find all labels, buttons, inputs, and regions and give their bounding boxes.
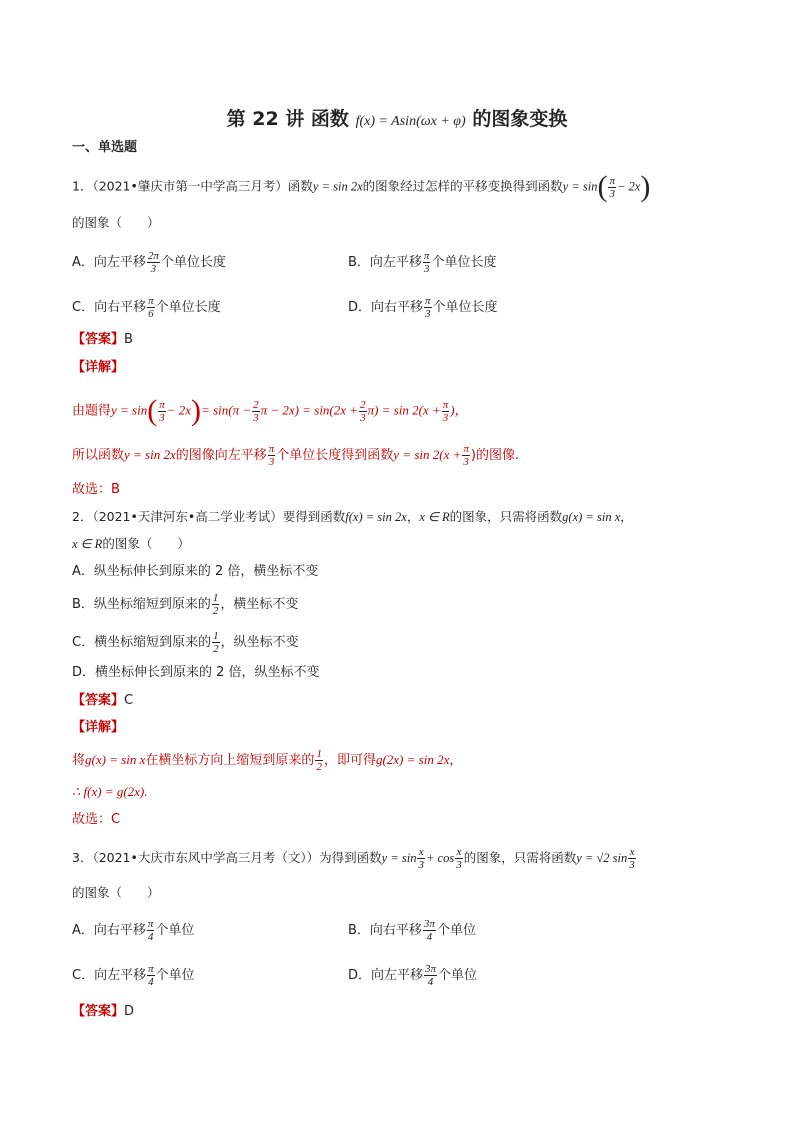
q1-sol2-den: 3 bbox=[268, 456, 275, 468]
q2-solution-line2: ∴ f(x) = g(2x). bbox=[72, 784, 148, 799]
q3-stem bbox=[72, 846, 637, 871]
q3-option-c[interactable] bbox=[72, 963, 195, 988]
q3-option-d-den: 4 bbox=[427, 976, 434, 988]
q1-option-b-num: π bbox=[423, 250, 430, 262]
q1-answer-value: B bbox=[124, 332, 133, 347]
q1-option-d-num: π bbox=[425, 295, 431, 307]
q1-option-b-post: 个单位长度 bbox=[431, 255, 497, 270]
q1-sol1-math-b: = sin(π − bbox=[201, 402, 252, 418]
q2-stem-line2 bbox=[72, 534, 190, 554]
q3-stem-b: 的图象，只需将函数 bbox=[463, 850, 577, 865]
q1-option-d-post: 个单位长度 bbox=[432, 300, 498, 315]
q1-sol2-g-frac bbox=[462, 443, 470, 468]
q1-paren-open: ( bbox=[597, 170, 608, 203]
q2-domain-2: x ∈ R bbox=[72, 537, 103, 551]
q3-option-d[interactable] bbox=[348, 963, 477, 988]
q1-option-c-post: 个单位长度 bbox=[155, 300, 221, 315]
q1-frac-den: 3 bbox=[609, 187, 615, 200]
q1-option-a-den: 3 bbox=[150, 263, 157, 275]
q1-option-d-pre: D．向右平移 bbox=[348, 300, 424, 315]
q3-answer-label: 【答案】 bbox=[72, 1004, 125, 1019]
q1-sol2-g: y = sin 2(x + bbox=[393, 447, 462, 462]
q2-option-c-frac bbox=[212, 630, 220, 655]
q1-option-d-frac bbox=[424, 295, 432, 320]
q3-option-c-pre: C．向左平移 bbox=[72, 968, 147, 983]
q1-answer-label: 【答案】 bbox=[72, 332, 125, 347]
q3-f1a: y = sin bbox=[381, 851, 417, 865]
q3-f2-num: x bbox=[629, 846, 635, 858]
q2-solution-line1 bbox=[72, 748, 462, 773]
q1-sol2-mid2: 个单位长度得到函数 bbox=[276, 448, 394, 463]
q2-answer bbox=[72, 691, 133, 711]
q1-option-a-pre: A．向左平移 bbox=[72, 255, 146, 270]
q1-sol1-math-a: y = sin bbox=[111, 402, 148, 418]
q1-option-d[interactable] bbox=[348, 295, 498, 320]
q1-sol1-pre: 由题得 bbox=[72, 403, 112, 419]
q1-function-2-tail: − 2x bbox=[617, 179, 641, 194]
q2-option-b-frac bbox=[212, 592, 220, 617]
q1-sol1-tail: − 2x bbox=[166, 402, 192, 418]
title-formula: f(x) = Asin(ωx + φ) bbox=[355, 114, 466, 129]
q2-sol1-pre: 将 bbox=[72, 753, 86, 768]
q2-sol1-f: g(x) = sin x bbox=[85, 752, 146, 767]
q3-f1-frac2 bbox=[455, 846, 463, 871]
q1-conclusion: 故选：B bbox=[72, 482, 120, 497]
q3-option-b-pre: B．向右平移 bbox=[348, 923, 422, 938]
q2-detail-label: 【详解】 bbox=[72, 720, 125, 735]
q1-sol1-frac0-den: 3 bbox=[159, 411, 165, 424]
q1-function-1: y = sin 2x bbox=[312, 179, 363, 194]
q3-option-a-frac bbox=[147, 918, 155, 943]
q1-sol1-frac2 bbox=[359, 399, 367, 424]
q1-option-a-frac bbox=[147, 250, 160, 275]
q3-option-d-num: 3π bbox=[425, 963, 437, 975]
q2-sol1-den: 2 bbox=[316, 761, 322, 773]
q2-stem-d: ， bbox=[620, 509, 633, 524]
q2-option-b-pre: B．纵坐标缩短到原来的 bbox=[72, 597, 211, 612]
q3-f1b: + cos bbox=[425, 851, 455, 865]
q2-function-2: g(x) = sin x bbox=[562, 510, 621, 524]
q2-sol1-num: 1 bbox=[316, 748, 322, 760]
q1-option-c-num: π bbox=[148, 295, 154, 307]
q2-sol1-mid2: ，即可得 bbox=[323, 753, 376, 768]
q3-option-c-frac bbox=[147, 963, 155, 988]
q1-sol1-frac1 bbox=[252, 399, 260, 424]
q3-option-c-den: 4 bbox=[148, 976, 154, 988]
q2-sol1-frac bbox=[315, 748, 323, 773]
q1-sol2-end: )的图像. bbox=[470, 448, 520, 463]
q3-option-b-frac bbox=[423, 918, 436, 943]
q3-option-b-num: 3π bbox=[423, 918, 435, 930]
q3-f2-den: 3 bbox=[629, 859, 635, 871]
q2-option-d[interactable]: D．横坐标伸长到原来的 2 倍，纵坐标不变 bbox=[72, 665, 320, 680]
section-heading: 一、单选题 bbox=[72, 140, 138, 155]
q1-sol1-frac2-den: 3 bbox=[360, 411, 366, 424]
title-prefix: 第 22 讲 函数 bbox=[226, 108, 349, 130]
q2-conclusion: 故选：C bbox=[72, 812, 121, 827]
q1-paren-close: ) bbox=[640, 170, 651, 203]
q3-option-b[interactable] bbox=[348, 918, 476, 943]
q1-fraction bbox=[608, 175, 616, 200]
q1-sol1-paren-close: ) bbox=[191, 394, 202, 427]
q3-answer-value: D bbox=[124, 1004, 135, 1019]
q2-stem-line2-text: 的图象（ ） bbox=[102, 536, 190, 551]
q2-option-c-post: ，纵坐标不变 bbox=[220, 635, 299, 650]
q3-option-d-frac bbox=[424, 963, 437, 988]
q1-option-b-den: 3 bbox=[423, 263, 430, 275]
q2-sol1-end: ， bbox=[449, 753, 463, 768]
q1-option-a-num: 2π bbox=[147, 250, 159, 262]
q1-detail-label: 【详解】 bbox=[72, 360, 125, 375]
q1-sol2-f: y = sin 2x bbox=[124, 447, 176, 462]
q2-stem-b: ， bbox=[406, 509, 420, 524]
q2-domain-1: x ∈ R bbox=[419, 510, 450, 524]
q1-option-c-frac bbox=[147, 295, 155, 320]
q1-option-c-pre: C．向右平移 bbox=[72, 300, 147, 315]
q3-f1-den2: 3 bbox=[456, 859, 462, 871]
q1-sol1-frac3 bbox=[442, 399, 450, 424]
q2-option-c-num: 1 bbox=[213, 630, 219, 642]
page-title bbox=[0, 104, 794, 131]
q1-option-a-post: 个单位长度 bbox=[160, 255, 226, 270]
q1-sol1-paren-open: ( bbox=[147, 394, 158, 427]
q2-stem bbox=[72, 507, 633, 527]
q1-sol1-frac1-num: 2 bbox=[253, 398, 259, 411]
q1-solution-line2 bbox=[72, 443, 519, 468]
q1-option-b[interactable] bbox=[348, 250, 496, 275]
q2-stem-c: 的图象，只需将函数 bbox=[449, 509, 563, 524]
q1-stem-text-a: 1．（2021•肇庆市第一中学高三月考）函数 bbox=[72, 178, 313, 194]
q1-frac-num: π bbox=[609, 174, 615, 187]
q1-sol1-math-d: π) = sin 2(x + bbox=[367, 402, 441, 418]
q2-option-a[interactable]: A．纵坐标伸长到原来的 2 倍，横坐标不变 bbox=[72, 564, 319, 579]
q3-stem-line2: 的图象（ ） bbox=[72, 885, 160, 900]
q3-f1-den: 3 bbox=[418, 859, 424, 871]
q2-answer-label: 【答案】 bbox=[72, 693, 125, 708]
q3-stem-a: 3．（2021•大庆市东风中学高三月考（文））为得到函数 bbox=[72, 850, 382, 865]
q3-f1-num2: x bbox=[456, 846, 462, 858]
q3-f1-num: x bbox=[418, 846, 424, 858]
q3-option-d-pre: D．向左平移 bbox=[348, 968, 424, 983]
q3-f1-frac bbox=[417, 846, 425, 871]
q1-sol1-frac0 bbox=[158, 399, 166, 424]
q2-option-b-den: 2 bbox=[212, 605, 219, 617]
q1-option-c[interactable] bbox=[72, 295, 221, 320]
q1-sol2-pre: 所以函数 bbox=[72, 448, 125, 463]
q1-sol2-g-den: 3 bbox=[463, 456, 469, 468]
q1-sol1-frac2-num: 2 bbox=[360, 398, 366, 411]
q1-sol1-frac3-den: 3 bbox=[442, 411, 449, 424]
q1-option-d-den: 3 bbox=[425, 308, 431, 320]
q1-sol2-num: π bbox=[268, 443, 275, 455]
q3-option-a-num: π bbox=[147, 918, 154, 930]
q1-sol1-frac1-den: 3 bbox=[253, 411, 259, 424]
q1-answer bbox=[72, 330, 133, 350]
q1-option-b-pre: B．向左平移 bbox=[348, 255, 422, 270]
q3-option-a-pre: A．向右平移 bbox=[72, 923, 146, 938]
q2-answer-value: C bbox=[124, 693, 134, 708]
q2-sol1-g: g(2x) = sin 2x bbox=[375, 752, 450, 767]
q1-sol1-frac0-num: π bbox=[159, 398, 165, 411]
q1-function-2: y = sin bbox=[562, 179, 598, 194]
q1-stem-line2: 的图象（ ） bbox=[72, 215, 160, 230]
q3-option-c-post: 个单位 bbox=[155, 968, 195, 983]
q1-stem bbox=[72, 172, 650, 202]
q3-option-a-post: 个单位 bbox=[155, 923, 195, 938]
q1-option-c-den: 6 bbox=[148, 308, 154, 320]
q2-stem-a: 2．（2021•天津河东•高二学业考试）要得到函数 bbox=[72, 509, 346, 524]
q3-f2a: y = √2 sin bbox=[576, 851, 628, 865]
q1-solution-line1 bbox=[72, 396, 468, 426]
q1-sol1-math-e: )， bbox=[450, 402, 468, 418]
q3-option-b-den: 4 bbox=[426, 931, 433, 943]
q2-option-c-pre: C．横坐标缩短到原来的 bbox=[72, 635, 212, 650]
q2-function-1: f(x) = sin 2x bbox=[345, 510, 407, 524]
q2-option-b[interactable] bbox=[72, 592, 298, 617]
q2-option-b-num: 1 bbox=[212, 592, 219, 604]
q2-option-c-den: 2 bbox=[213, 643, 219, 655]
q2-option-b-post: ，横坐标不变 bbox=[220, 597, 299, 612]
q1-sol2-mid: 的图像向左平移 bbox=[175, 448, 267, 463]
q3-answer bbox=[72, 1002, 134, 1022]
q1-stem-text-b: 的图象经过怎样的平移变换得到函数 bbox=[362, 178, 563, 194]
q2-sol1-mid: 在横坐标方向上缩短到原来的 bbox=[145, 753, 315, 768]
q3-option-c-num: π bbox=[148, 963, 154, 975]
q1-option-a[interactable] bbox=[72, 250, 226, 275]
q3-option-a[interactable] bbox=[72, 918, 194, 943]
q1-sol2-g-num: π bbox=[463, 443, 469, 455]
q2-option-c[interactable] bbox=[72, 630, 299, 655]
q3-option-d-post: 个单位 bbox=[438, 968, 478, 983]
q1-sol1-frac3-num: π bbox=[442, 398, 449, 411]
title-suffix: 的图象变换 bbox=[472, 108, 568, 130]
q1-option-b-frac bbox=[423, 250, 431, 275]
q1-sol2-frac bbox=[268, 443, 276, 468]
q3-option-b-post: 个单位 bbox=[436, 923, 476, 938]
q3-option-a-den: 4 bbox=[147, 931, 154, 943]
q3-f2-frac bbox=[628, 846, 636, 871]
q1-sol1-math-c: π − 2x) = sin(2x + bbox=[260, 402, 359, 418]
